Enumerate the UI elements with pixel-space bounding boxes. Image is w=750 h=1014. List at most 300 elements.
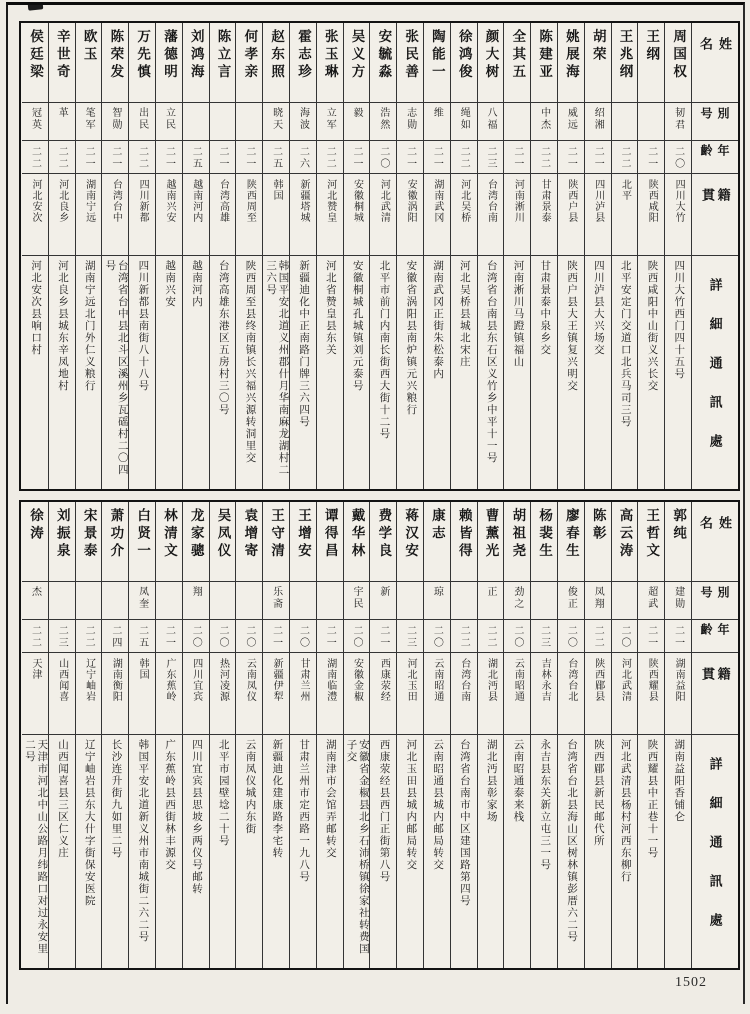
person-address: 韩国平安北道新义州市南城街二六二号	[137, 739, 149, 943]
person-column	[316, 23, 343, 489]
header-label-age: 年齡	[699, 623, 730, 638]
person-column	[75, 23, 102, 489]
person-age: 二五	[270, 146, 282, 170]
person-address: 四川大竹西门四十五号	[673, 260, 685, 380]
person-alias-cell	[344, 582, 370, 620]
person-name: 徐涛	[27, 508, 43, 543]
person-address: 韩国平安北道义州郡什月华南麻龙湖村二三六号	[265, 260, 289, 476]
person-address-cell	[102, 256, 128, 489]
person-age-cell	[317, 620, 343, 653]
person-column	[182, 502, 209, 968]
person-alias-cell	[156, 103, 182, 141]
person-name-cell	[76, 23, 102, 103]
header-cell-alias	[692, 582, 738, 620]
person-alias-cell	[370, 582, 396, 620]
person-address-cell	[451, 256, 477, 489]
person-alias: 八福	[485, 107, 497, 131]
person-alias-cell	[236, 582, 262, 620]
person-native-cell	[638, 174, 664, 256]
person-name: 颜大树	[483, 29, 499, 82]
person-native-cell	[424, 174, 450, 256]
person-address-cell	[317, 256, 343, 489]
person-address: 甘肃景泰中泉乡交	[539, 260, 551, 356]
person-native-cell	[263, 653, 289, 735]
person-column	[477, 23, 504, 489]
person-column	[343, 23, 370, 489]
person-name: 白贤一	[135, 508, 151, 561]
person-age: 二〇	[297, 625, 309, 649]
person-name-cell	[263, 502, 289, 582]
person-native: 湖北沔县	[485, 658, 497, 702]
person-age: 二一	[672, 625, 684, 649]
person-age-cell	[478, 141, 504, 174]
person-name: 吴义方	[349, 29, 365, 82]
person-name-cell	[344, 23, 370, 103]
person-native: 吉林永吉	[539, 658, 551, 702]
person-native-cell	[370, 174, 396, 256]
person-address: 天津市河北中山公路月纬路口对过永安里二号	[23, 739, 48, 955]
person-address-cell	[263, 256, 289, 489]
person-name-cell	[76, 502, 102, 582]
person-age: 二一	[270, 625, 282, 649]
person-alias: 立民	[163, 107, 175, 131]
person-name-cell	[478, 502, 504, 582]
person-column	[557, 502, 584, 968]
person-address: 安徽省金椒县北乡石沛桥镇徐家社转费国子交	[345, 739, 369, 955]
person-name: 全其五	[510, 29, 526, 82]
person-native-cell	[397, 653, 423, 735]
person-name: 陶能一	[429, 29, 445, 82]
person-native: 辽宁岫岩	[83, 658, 95, 702]
person-alias: 智勋	[109, 107, 121, 131]
person-alias: 劲之	[511, 586, 523, 610]
person-name: 刘鸿海	[188, 29, 204, 82]
person-column	[369, 502, 396, 968]
person-name: 张玉琳	[322, 29, 338, 82]
person-alias-cell	[451, 103, 477, 141]
person-alias-cell	[317, 103, 343, 141]
person-alias-cell	[585, 582, 611, 620]
person-alias-cell	[129, 103, 155, 141]
person-native: 河北武清	[619, 658, 631, 702]
person-name: 王守清	[269, 508, 285, 561]
person-age: 二一	[645, 146, 657, 170]
person-name: 王纲	[644, 29, 660, 64]
person-column	[101, 23, 128, 489]
person-name: 陈荣发	[108, 29, 124, 82]
person-name-cell	[210, 502, 236, 582]
person-name-cell	[210, 23, 236, 103]
person-age-cell	[665, 141, 691, 174]
person-address: 四川新都县南街八十八号	[137, 260, 149, 392]
person-alias-cell	[210, 103, 236, 141]
person-name-cell	[344, 502, 370, 582]
person-age: 二二	[538, 146, 550, 170]
person-age: 二一	[83, 146, 95, 170]
person-address-cell	[263, 735, 289, 968]
person-age: 二二	[458, 146, 470, 170]
person-address: 陕西郿县新民邮代所	[592, 739, 604, 847]
person-alias-cell	[129, 582, 155, 620]
person-name: 龙家骢	[188, 508, 204, 561]
person-name-cell	[531, 502, 557, 582]
person-age: 二二	[83, 625, 95, 649]
person-name: 侯廷梁	[27, 29, 43, 82]
person-column	[584, 502, 611, 968]
person-alias: 维	[431, 107, 443, 119]
person-name: 辛世奇	[54, 29, 70, 82]
person-age-cell	[102, 620, 128, 653]
person-age-cell	[49, 620, 75, 653]
person-address-cell	[585, 735, 611, 968]
person-alias-cell	[22, 582, 48, 620]
person-address: 陕西户县大王镇复兴明交	[566, 260, 578, 392]
header-label-address: 詳細通訊處	[707, 278, 723, 473]
person-address-cell	[129, 735, 155, 968]
person-name: 廖春生	[563, 508, 579, 561]
person-native-cell	[76, 653, 102, 735]
person-age: 二一	[592, 146, 604, 170]
person-native-cell	[558, 653, 584, 735]
person-address: 云南昭通县城内邮局转交	[432, 739, 444, 871]
person-name: 徐鸿俊	[456, 29, 472, 82]
person-native-cell	[210, 174, 236, 256]
person-column	[396, 23, 423, 489]
person-name: 陈彰	[590, 508, 606, 543]
person-age: 二〇	[351, 625, 363, 649]
person-native: 河南淅川	[512, 179, 524, 223]
person-address: 陕西咸阳中山街义兴长交	[646, 260, 658, 392]
person-alias-cell	[665, 103, 691, 141]
person-native-cell	[76, 174, 102, 256]
person-native-cell	[102, 653, 128, 735]
page-frame	[6, 2, 745, 1004]
person-name-cell	[612, 502, 638, 582]
person-native: 台湾台北	[565, 658, 577, 702]
person-age-cell	[397, 620, 423, 653]
person-name-cell	[558, 502, 584, 582]
person-age: 二五	[190, 146, 202, 170]
person-alias-cell	[49, 103, 75, 141]
person-native-cell	[129, 174, 155, 256]
person-alias-cell	[397, 582, 423, 620]
person-address-cell	[424, 256, 450, 489]
header-cell-address	[692, 256, 738, 489]
person-column	[530, 23, 557, 489]
person-address: 山西闻喜县三区仁义庄	[56, 739, 68, 859]
person-column	[128, 23, 155, 489]
person-name-cell	[531, 23, 557, 103]
person-alias: 绳如	[458, 107, 470, 131]
person-age: 二〇	[190, 625, 202, 649]
person-address: 河北安次县响口村	[30, 260, 42, 356]
person-address: 越南河内	[190, 260, 202, 308]
header-label-name: 姓名	[698, 37, 732, 72]
person-native-cell	[397, 174, 423, 256]
person-alias-cell	[638, 582, 664, 620]
person-alias: 出民	[136, 107, 148, 131]
person-name-cell	[370, 502, 396, 582]
person-address: 湖南武冈正街朱松泰内	[432, 260, 444, 380]
person-age-cell	[156, 620, 182, 653]
person-native: 新疆塔城	[297, 179, 309, 223]
person-alias: 中杰	[538, 107, 550, 131]
person-age-cell	[22, 141, 48, 174]
person-address: 湖北沔县彰家场	[485, 739, 497, 823]
person-name: 蒋汉安	[403, 508, 419, 561]
person-address-cell	[665, 735, 691, 968]
person-column	[530, 502, 557, 968]
person-column	[316, 502, 343, 968]
person-native: 四川泸县	[592, 179, 604, 223]
person-address-cell	[22, 735, 48, 968]
person-address-cell	[451, 735, 477, 968]
person-address: 安徽省涡阳县南炉镇元兴粮行	[405, 260, 417, 416]
person-age: 二六	[297, 146, 309, 170]
person-name: 宋景泰	[81, 508, 97, 561]
person-name: 费学良	[376, 508, 392, 561]
person-address-cell	[344, 735, 370, 968]
person-name-cell	[665, 502, 691, 582]
person-address-cell	[183, 256, 209, 489]
person-age-cell	[236, 620, 262, 653]
person-name: 安毓淼	[376, 29, 392, 82]
person-age-cell	[370, 141, 396, 174]
person-column	[423, 23, 450, 489]
person-name: 林清文	[161, 508, 177, 561]
person-address-cell	[531, 735, 557, 968]
person-age-cell	[638, 141, 664, 174]
person-age-cell	[397, 141, 423, 174]
person-alias-cell	[183, 103, 209, 141]
person-alias-cell	[397, 103, 423, 141]
person-column	[611, 502, 638, 968]
person-age-cell	[76, 620, 102, 653]
person-native: 河北吴桥	[458, 179, 470, 223]
person-name: 赖皆得	[456, 508, 472, 561]
person-alias-cell	[102, 582, 128, 620]
directory-table-top	[19, 21, 740, 491]
person-address: 北平市园壁埝二十号	[217, 739, 229, 847]
person-native: 甘肃兰州	[297, 658, 309, 702]
person-name: 刘振泉	[54, 508, 70, 561]
person-native: 韩国	[271, 179, 283, 201]
person-native-cell	[236, 653, 262, 735]
person-name-cell	[236, 502, 262, 582]
person-address-cell	[183, 735, 209, 968]
person-name-cell	[129, 23, 155, 103]
person-native: 云南凤仪	[244, 658, 256, 702]
person-name-cell	[290, 502, 316, 582]
person-address-cell	[612, 735, 638, 968]
person-name-cell	[424, 502, 450, 582]
person-alias-cell	[263, 582, 289, 620]
person-column	[48, 23, 75, 489]
person-native-cell	[156, 653, 182, 735]
person-name: 姚展海	[563, 29, 579, 82]
person-alias-cell	[290, 582, 316, 620]
person-name-cell	[49, 502, 75, 582]
person-age-cell	[451, 141, 477, 174]
person-name-cell	[236, 23, 262, 103]
header-cell-age	[692, 620, 738, 653]
person-native: 越南河内	[190, 179, 202, 223]
person-native: 甘肃景泰	[539, 179, 551, 223]
person-age-cell	[504, 141, 530, 174]
person-name-cell	[317, 502, 343, 582]
person-age-cell	[263, 141, 289, 174]
person-column	[155, 502, 182, 968]
person-address-cell	[210, 735, 236, 968]
person-age: 二〇	[217, 625, 229, 649]
person-name-cell	[585, 23, 611, 103]
person-name: 霍志珍	[295, 29, 311, 82]
person-native: 陕西咸阳	[646, 179, 658, 223]
person-alias-cell	[504, 582, 530, 620]
person-native-cell	[236, 174, 262, 256]
person-address-cell	[76, 735, 102, 968]
person-address-cell	[76, 256, 102, 489]
person-address-cell	[397, 735, 423, 968]
person-name: 周国权	[671, 29, 687, 82]
person-name: 王兆纲	[617, 29, 633, 82]
person-name: 张民善	[403, 29, 419, 82]
person-native-cell	[344, 174, 370, 256]
person-address: 陕西周至县终南镇长兴福兴源转洞里交	[244, 260, 256, 464]
person-address: 台湾省台中县北斗区溪州乡瓦磘村二〇四号	[104, 260, 128, 476]
person-age-cell	[638, 620, 664, 653]
person-name: 何孝亲	[242, 29, 258, 82]
person-column	[369, 23, 396, 489]
person-native-cell	[290, 174, 316, 256]
header-column	[691, 23, 738, 489]
person-address-cell	[49, 256, 75, 489]
person-age: 二〇	[511, 625, 523, 649]
person-address-cell	[638, 256, 664, 489]
person-alias: 威远	[565, 107, 577, 131]
person-name-cell	[263, 23, 289, 103]
header-column	[691, 502, 738, 968]
person-age: 二一	[217, 146, 229, 170]
header-label-address: 詳細通訊處	[707, 757, 723, 952]
person-alias-cell	[665, 582, 691, 620]
person-native: 陕西郿县	[592, 658, 604, 702]
person-age: 二〇	[431, 625, 443, 649]
header-label-native: 籍貫	[700, 188, 731, 223]
person-name: 萧功介	[108, 508, 124, 561]
person-name: 赵东照	[269, 29, 285, 82]
person-age: 二二	[56, 146, 68, 170]
person-alias: 绍湘	[592, 107, 604, 131]
person-address: 台湾省台南市中区建国路第四号	[458, 739, 470, 907]
person-age-cell	[478, 620, 504, 653]
person-native: 河北玉田	[405, 658, 417, 702]
header-cell-name	[692, 502, 738, 582]
person-column	[128, 502, 155, 968]
person-native-cell	[665, 653, 691, 735]
person-native-cell	[183, 174, 209, 256]
person-alias-cell	[317, 582, 343, 620]
person-alias-cell	[156, 582, 182, 620]
person-name: 藩德明	[161, 29, 177, 82]
person-age: 二二	[458, 625, 470, 649]
person-native: 西康荥经	[378, 658, 390, 702]
person-native-cell	[531, 653, 557, 735]
person-alias-cell	[76, 582, 102, 620]
person-age-cell	[183, 620, 209, 653]
person-native-cell	[585, 653, 611, 735]
person-alias: 超武	[645, 586, 657, 610]
header-cell-native	[692, 174, 738, 256]
person-name-cell	[397, 502, 423, 582]
person-native-cell	[290, 653, 316, 735]
person-address: 长沙连升街九如里二号	[110, 739, 122, 859]
person-address: 云南昭通泰来栈	[512, 739, 524, 823]
person-address-cell	[558, 735, 584, 968]
person-age: 二〇	[672, 146, 684, 170]
person-column	[22, 502, 48, 968]
person-name-cell	[102, 23, 128, 103]
person-age: 二三	[56, 625, 68, 649]
header-cell-name	[692, 23, 738, 103]
person-alias-cell	[76, 103, 102, 141]
person-address: 台湾省台北县海山区树林镇彭厝六二号	[566, 739, 578, 943]
person-name-cell	[638, 502, 664, 582]
person-native: 天津	[29, 658, 41, 680]
person-native-cell	[317, 653, 343, 735]
person-age-cell	[612, 620, 638, 653]
person-address-cell	[22, 256, 48, 489]
person-name-cell	[665, 23, 691, 103]
person-address: 台湾高雄东港区五房村三〇号	[217, 260, 229, 416]
person-age-cell	[451, 620, 477, 653]
person-alias-cell	[478, 103, 504, 141]
person-native: 热河凌源	[217, 658, 229, 702]
person-name-cell	[612, 23, 638, 103]
person-native: 韩国	[137, 658, 149, 680]
person-address-cell	[504, 735, 530, 968]
person-age-cell	[585, 620, 611, 653]
person-name-cell	[585, 502, 611, 582]
person-native-cell	[102, 174, 128, 256]
person-address-cell	[210, 256, 236, 489]
person-column	[155, 23, 182, 489]
person-address-cell	[156, 735, 182, 968]
header-label-alias: 別号	[699, 107, 730, 124]
person-column	[450, 23, 477, 489]
person-address-cell	[129, 256, 155, 489]
person-native: 陕西户县	[565, 179, 577, 223]
person-native-cell	[504, 653, 530, 735]
person-address-cell	[478, 735, 504, 968]
person-alias-cell	[478, 582, 504, 620]
person-column	[557, 23, 584, 489]
person-address: 河北省赞皇县东关	[324, 260, 336, 356]
person-native-cell	[210, 653, 236, 735]
person-age: 二〇	[377, 146, 389, 170]
header-label-name: 姓名	[698, 516, 732, 551]
person-alias: 凤奎	[136, 586, 148, 610]
person-column	[235, 502, 262, 968]
person-address-cell	[638, 735, 664, 968]
page-number: 1502	[675, 975, 707, 990]
person-alias-cell	[504, 103, 530, 141]
person-native: 台湾台中	[110, 179, 122, 223]
person-native-cell	[370, 653, 396, 735]
person-name-cell	[183, 23, 209, 103]
person-native-cell	[612, 174, 638, 256]
person-native-cell	[156, 174, 182, 256]
